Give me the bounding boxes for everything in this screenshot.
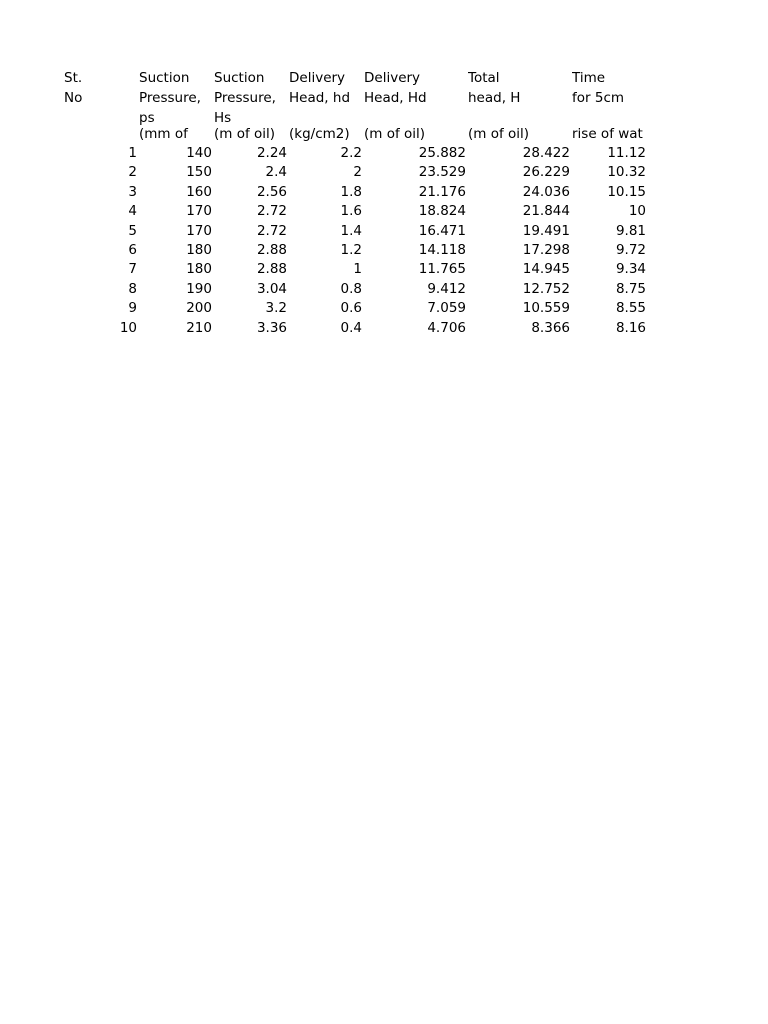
cell-suction-pressure-hs: 2.88: [256, 261, 287, 278]
cell-delivery-head-hd-kg: 1.4: [340, 222, 362, 239]
cell-suction-pressure-hs: 3.04: [256, 280, 287, 297]
header-delivery-head-hd-m-line-2: Head, Hd: [364, 90, 427, 106]
cell-st-no: 10: [119, 319, 137, 336]
cell-st-no: 2: [128, 164, 137, 181]
cell-delivery-head-hd-m: 7.059: [427, 300, 466, 317]
cell-delivery-head-hd-m: 16.471: [418, 222, 466, 239]
cell-total-head: 12.752: [522, 280, 570, 297]
cell-time-rise: 10.15: [607, 183, 646, 200]
cell-delivery-head-hd-kg: 2: [353, 164, 362, 181]
header-total-head-line-1: Total: [468, 70, 500, 86]
cell-st-no: 6: [128, 242, 137, 258]
cell-delivery-head-hd-m: 23.529: [418, 164, 466, 181]
cell-delivery-head-hd-kg: 0.4: [340, 319, 362, 336]
header-delivery-head-hd-kg-line-1: Delivery: [289, 70, 346, 86]
header-delivery-head-hd-m-line-4: (m of oil): [364, 126, 426, 142]
cell-suction-pressure-hs: 2.4: [265, 164, 287, 181]
header-delivery-head-hd-m-line-1: Delivery: [364, 70, 421, 86]
header-time-rise-line-2: for 5cm: [572, 90, 625, 106]
cell-st-no: 3: [128, 183, 137, 200]
cell-delivery-head-hd-kg: 1.8: [340, 183, 362, 200]
header-time-rise-line-4: rise of wat: [572, 126, 643, 142]
cell-total-head: 14.945: [522, 261, 570, 278]
cell-time-rise: 9.34: [615, 261, 646, 278]
cell-time-rise: 9.72: [615, 242, 646, 258]
header-suction-pressure-hs-line-4: (m of oil): [214, 126, 276, 142]
cell-suction-pressure-ps: 140: [186, 145, 212, 161]
cell-suction-pressure-ps: 170: [186, 222, 212, 239]
cell-st-no: 5: [128, 222, 137, 239]
header-total-head-line-4: (m of oil): [468, 126, 530, 142]
header-delivery-head-hd-kg-line-2: Head, hd: [289, 90, 351, 106]
cell-delivery-head-hd-m: 21.176: [418, 183, 466, 200]
cell-total-head: 28.422: [522, 145, 570, 161]
cell-total-head: 24.036: [522, 183, 570, 200]
cell-suction-pressure-ps: 170: [186, 203, 212, 220]
cell-time-rise: 10.32: [607, 164, 646, 181]
header-st-no-line-1: St.: [64, 70, 83, 86]
cell-suction-pressure-ps: 190: [186, 280, 212, 297]
cell-delivery-head-hd-m: 14.118: [418, 242, 466, 258]
cell-time-rise: 9.81: [615, 222, 646, 239]
cell-delivery-head-hd-kg: 2.2: [340, 145, 362, 161]
cell-total-head: 17.298: [522, 242, 570, 258]
cell-delivery-head-hd-kg: 0.8: [340, 280, 362, 297]
cell-suction-pressure-ps: 150: [186, 164, 212, 181]
header-suction-pressure-ps-line-4: (mm of: [139, 126, 188, 142]
cell-suction-pressure-hs: 3.2: [265, 300, 287, 317]
cell-st-no: 9: [128, 300, 137, 317]
cell-suction-pressure-ps: 180: [186, 242, 212, 258]
cell-suction-pressure-hs: 2.88: [256, 242, 287, 258]
cell-delivery-head-hd-kg: 1: [353, 261, 362, 278]
header-suction-pressure-hs-line-1: Suction: [214, 70, 265, 86]
cell-total-head: 10.559: [522, 300, 570, 317]
cell-delivery-head-hd-kg: 1.2: [340, 242, 362, 258]
cell-total-head: 21.844: [522, 203, 570, 220]
header-st-no-line-2: No: [64, 90, 83, 106]
cell-suction-pressure-hs: 3.36: [256, 319, 287, 336]
header-total-head-line-2: head, H: [468, 90, 521, 106]
cell-delivery-head-hd-m: 18.824: [418, 203, 466, 220]
cell-st-no: 8: [128, 280, 137, 297]
cell-suction-pressure-ps: 160: [186, 183, 212, 200]
cell-total-head: 8.366: [531, 319, 570, 336]
cell-time-rise: 8.16: [615, 319, 646, 336]
cell-delivery-head-hd-kg: 1.6: [340, 203, 362, 220]
cell-delivery-head-hd-m: 11.765: [418, 261, 466, 278]
cell-suction-pressure-ps: 200: [186, 300, 212, 317]
header-time-rise-line-1: Time: [572, 70, 606, 86]
cell-delivery-head-hd-m: 4.706: [427, 319, 466, 336]
cell-suction-pressure-hs: 2.72: [256, 222, 287, 239]
cell-delivery-head-hd-m: 25.882: [418, 145, 466, 161]
cell-st-no: 4: [128, 203, 137, 220]
header-suction-pressure-ps-line-2: Pressure,: [139, 90, 201, 106]
cell-suction-pressure-hs: 2.72: [256, 203, 287, 220]
header-suction-pressure-ps-line-3: ps: [139, 110, 155, 126]
cell-time-rise: 8.75: [615, 280, 646, 297]
cell-delivery-head-hd-kg: 0.6: [340, 300, 362, 317]
header-delivery-head-hd-kg-line-4: (kg/cm2): [289, 126, 350, 142]
cell-suction-pressure-hs: 2.56: [256, 183, 287, 200]
cell-suction-pressure-ps: 210: [186, 319, 212, 336]
cell-time-rise: 8.55: [615, 300, 646, 317]
cell-time-rise: 10: [628, 203, 646, 220]
cell-delivery-head-hd-m: 9.412: [427, 280, 466, 297]
cell-time-rise: 11.12: [607, 145, 646, 161]
header-suction-pressure-hs-line-3: Hs: [214, 110, 232, 126]
cell-total-head: 26.229: [522, 164, 570, 181]
cell-total-head: 19.491: [522, 222, 570, 239]
cell-suction-pressure-ps: 180: [186, 261, 212, 278]
cell-st-no: 1: [128, 145, 137, 161]
cell-suction-pressure-hs: 2.24: [256, 145, 287, 161]
cell-st-no: 7: [128, 261, 137, 278]
header-suction-pressure-hs-line-2: Pressure,: [214, 90, 276, 106]
header-suction-pressure-ps-line-1: Suction: [139, 70, 190, 86]
